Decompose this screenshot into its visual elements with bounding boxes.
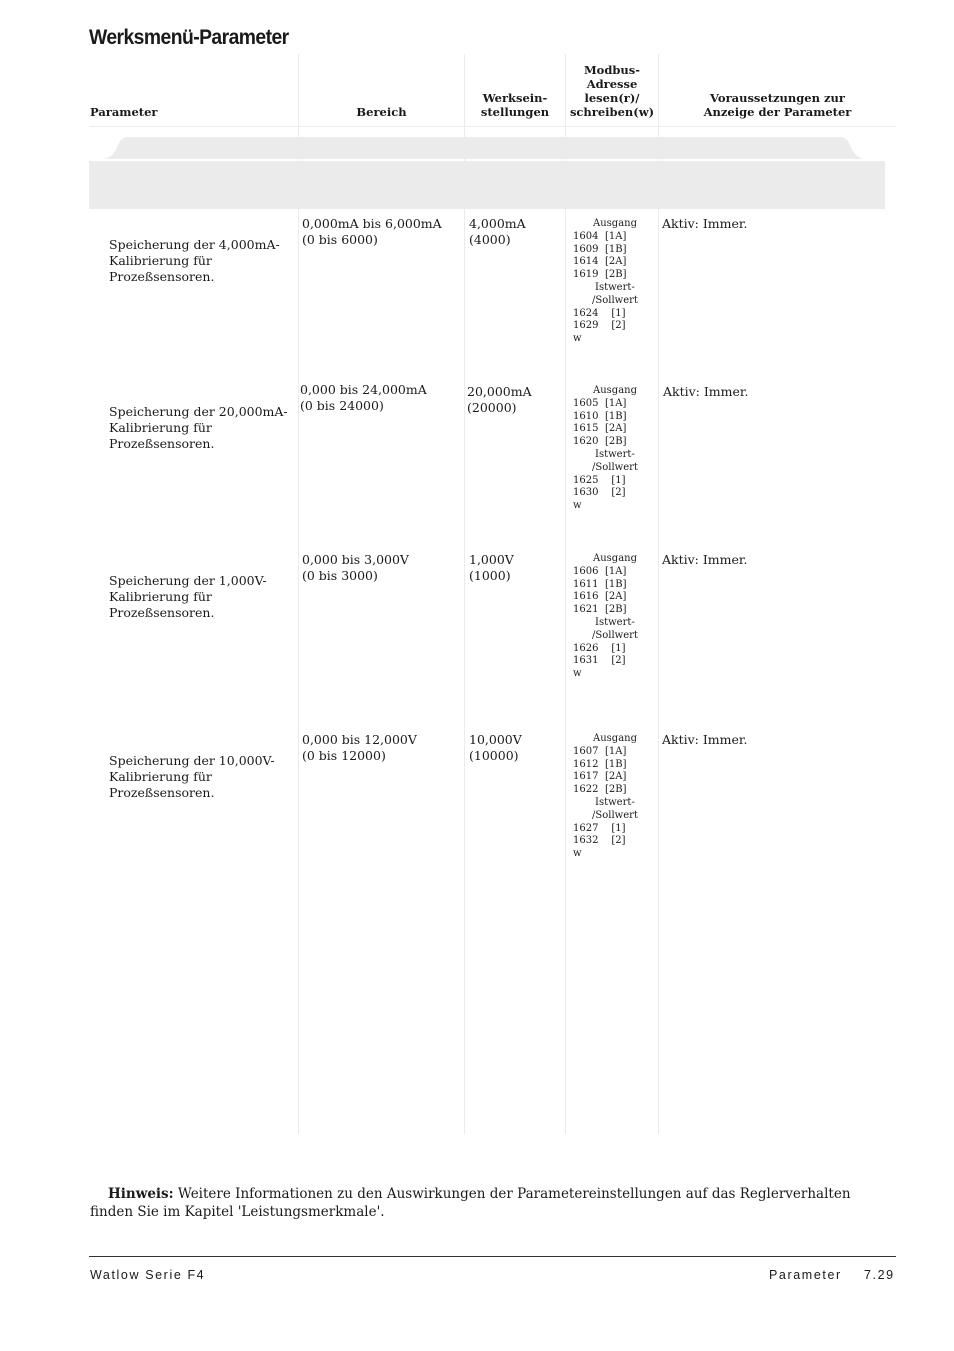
note-text: Weitere Informationen zu den Auswirkungen der Parametereinstellungen auf das Reglerverhalten finden Sie im Kapitel 'Leistungsmerkmale'. (90, 1186, 851, 1220)
row-default: 4,000mA (4000) (469, 216, 526, 247)
header-bereich: Bereich (356, 105, 407, 119)
column-divider (464, 54, 465, 1134)
column-divider (298, 54, 299, 1134)
menu-header-band (89, 161, 885, 209)
note-label: Hinweis: (108, 1186, 174, 1202)
header-modbus-adresse: Modbus- Adresse lesen(r)/ schreiben(w) (569, 63, 655, 119)
row-default: 10,000V (10000) (469, 732, 522, 763)
header-voraussetzungen: Voraussetzungen zur Anzeige der Parameter (703, 91, 852, 119)
row-condition: Aktiv: Immer. (663, 384, 749, 399)
row-range: 0,000 bis 3,000V (0 bis 3000) (302, 552, 409, 583)
row-modbus-address: Ausgang 1607 [1A] 1612 [1B] 1617 [2A] 1622 [2B] Istwert- /Sollwert 1627 [1] 1632 [2] w (573, 733, 638, 860)
page-title: Werksmenü-Parameter (89, 26, 289, 49)
menu-tab-bar (104, 137, 864, 159)
row-condition: Aktiv: Immer. (662, 732, 748, 747)
row-range: 0,000 bis 12,000V (0 bis 12000) (302, 732, 417, 763)
footer-rule (89, 1256, 896, 1257)
row-condition: Aktiv: Immer. (662, 552, 748, 567)
row-default: 1,000V (1000) (469, 552, 514, 583)
row-description: Speicherung der 20,000mA- Kalibrierung für Prozeßsensoren. (109, 404, 288, 451)
row-description: Speicherung der 10,000V- Kalibrierung für Prozeßsensoren. (109, 753, 275, 800)
header-parameter: Parameter (90, 105, 158, 119)
row-modbus-address: Ausgang 1605 [1A] 1610 [1B] 1615 [2A] 1620 [2B] Istwert- /Sollwert 1625 [1] 1630 [2] w (573, 385, 638, 512)
row-modbus-address: Ausgang 1606 [1A] 1611 [1B] 1616 [2A] 1621 [2B] Istwert- /Sollwert 1626 [1] 1631 [2] w (573, 553, 638, 680)
header-rule (89, 126, 896, 127)
note-paragraph (90, 1185, 890, 1221)
column-divider (565, 54, 566, 1134)
footer-page-number: 7.29 (864, 1268, 895, 1282)
row-range: 0,000mA bis 6,000mA (0 bis 6000) (302, 216, 442, 247)
row-modbus-address: Ausgang 1604 [1A] 1609 [1B] 1614 [2A] 1619 [2B] Istwert- /Sollwert 1624 [1] 1629 [2] w (573, 218, 638, 345)
row-description: Speicherung der 4,000mA- Kalibrierung für Prozeßsensoren. (109, 237, 280, 284)
column-divider (658, 54, 659, 1134)
row-default: 20,000mA (20000) (467, 384, 532, 415)
row-condition: Aktiv: Immer. (662, 216, 748, 231)
row-range: 0,000 bis 24,000mA (0 bis 24000) (300, 382, 427, 413)
row-description: Speicherung der 1,000V- Kalibrierung für Prozeßsensoren. (109, 573, 267, 620)
header-werkseinstellungen: Werksein- stellungen (480, 91, 550, 119)
footer-product: Watlow Serie F4 (90, 1268, 206, 1282)
footer-section: Parameter (769, 1268, 842, 1282)
